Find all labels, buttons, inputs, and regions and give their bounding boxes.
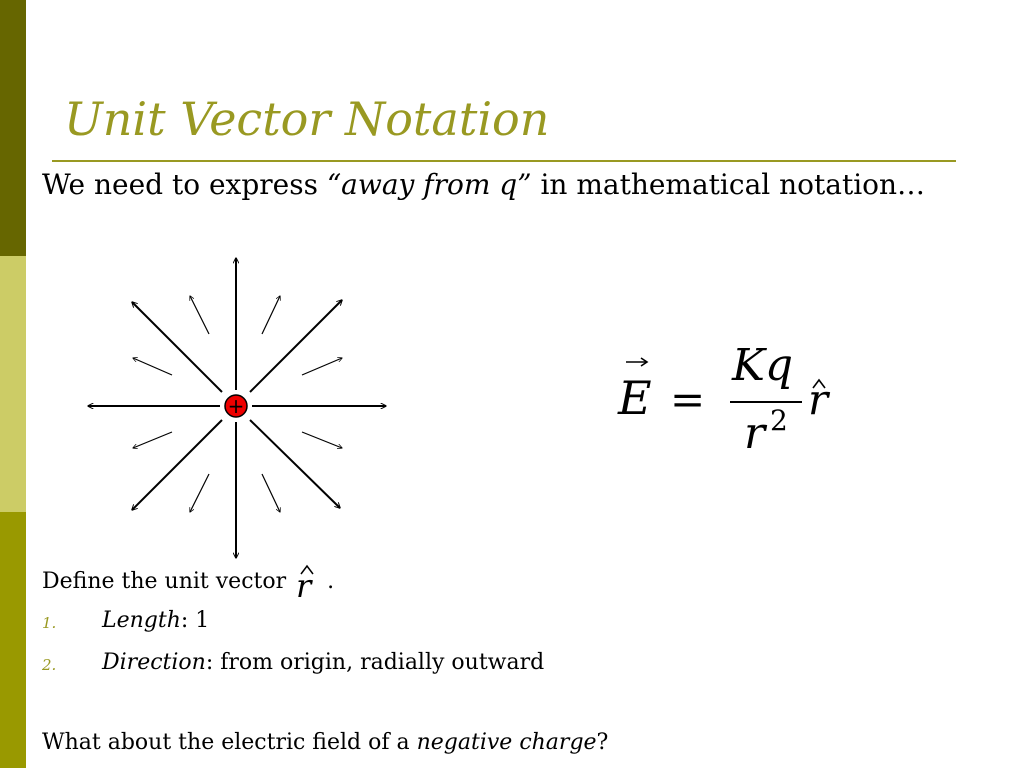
charge-sign: + [227, 394, 245, 418]
field-lines-svg [76, 246, 396, 566]
field-arrow-lower-right [250, 420, 340, 508]
field-arrow-small-5 [133, 432, 172, 448]
field-arrow-small-4 [302, 358, 342, 375]
sidebar-band-top [0, 0, 26, 256]
intro-emphasis: “away from q” [326, 168, 532, 201]
equation-equals: = [670, 375, 706, 424]
title-underline [52, 160, 956, 162]
define-text: Define the unit vector [42, 569, 294, 594]
define-symbol: r [296, 567, 312, 600]
field-arrow-lower-left [132, 420, 222, 510]
list-number: 1. [42, 614, 57, 632]
sidebar-band-bottom [0, 512, 26, 768]
field-arrow-small-2 [262, 296, 280, 334]
define-line [42, 564, 334, 600]
intro-text [42, 168, 925, 201]
field-arrow-small-3 [133, 358, 172, 375]
sidebar-decoration [0, 0, 26, 768]
define-end: . [327, 569, 335, 594]
electric-field-equation [612, 332, 852, 462]
field-arrow-small-6 [302, 432, 342, 448]
question-after: ? [596, 730, 609, 755]
field-arrow-upper-right [250, 300, 342, 392]
unit-vector-symbol [293, 564, 327, 600]
list-text [102, 608, 209, 633]
equation-unit-vector: r [808, 375, 829, 424]
sidebar-band-middle [0, 256, 26, 512]
equation-denominator-base: r [744, 408, 766, 459]
slide-title: Unit Vector Notation [64, 92, 550, 146]
question-text [42, 730, 608, 755]
intro-before: We need to express [42, 168, 327, 201]
field-arrow-upper-left [132, 302, 222, 392]
field-arrow-small-8 [262, 474, 280, 512]
question-before: What about the electric field of a [42, 730, 417, 755]
list-term: Direction [102, 650, 206, 675]
equation-numerator: Kq [732, 340, 794, 391]
intro-after: in mathematical notation… [531, 168, 926, 201]
field-arrow-small-7 [190, 474, 209, 512]
list-number: 2. [42, 656, 57, 674]
equation-svg [612, 332, 852, 462]
field-arrow-small-1 [190, 296, 209, 334]
list-rest: : 1 [180, 608, 210, 633]
list-text [102, 650, 544, 675]
equation-lhs: E [618, 371, 652, 425]
list-term: Length [102, 608, 181, 633]
field-diagram [76, 246, 396, 570]
list-rest: : from origin, radially outward [205, 650, 545, 675]
equation-denominator-exp: 2 [770, 404, 788, 437]
question-emphasis: negative charge [416, 730, 597, 755]
